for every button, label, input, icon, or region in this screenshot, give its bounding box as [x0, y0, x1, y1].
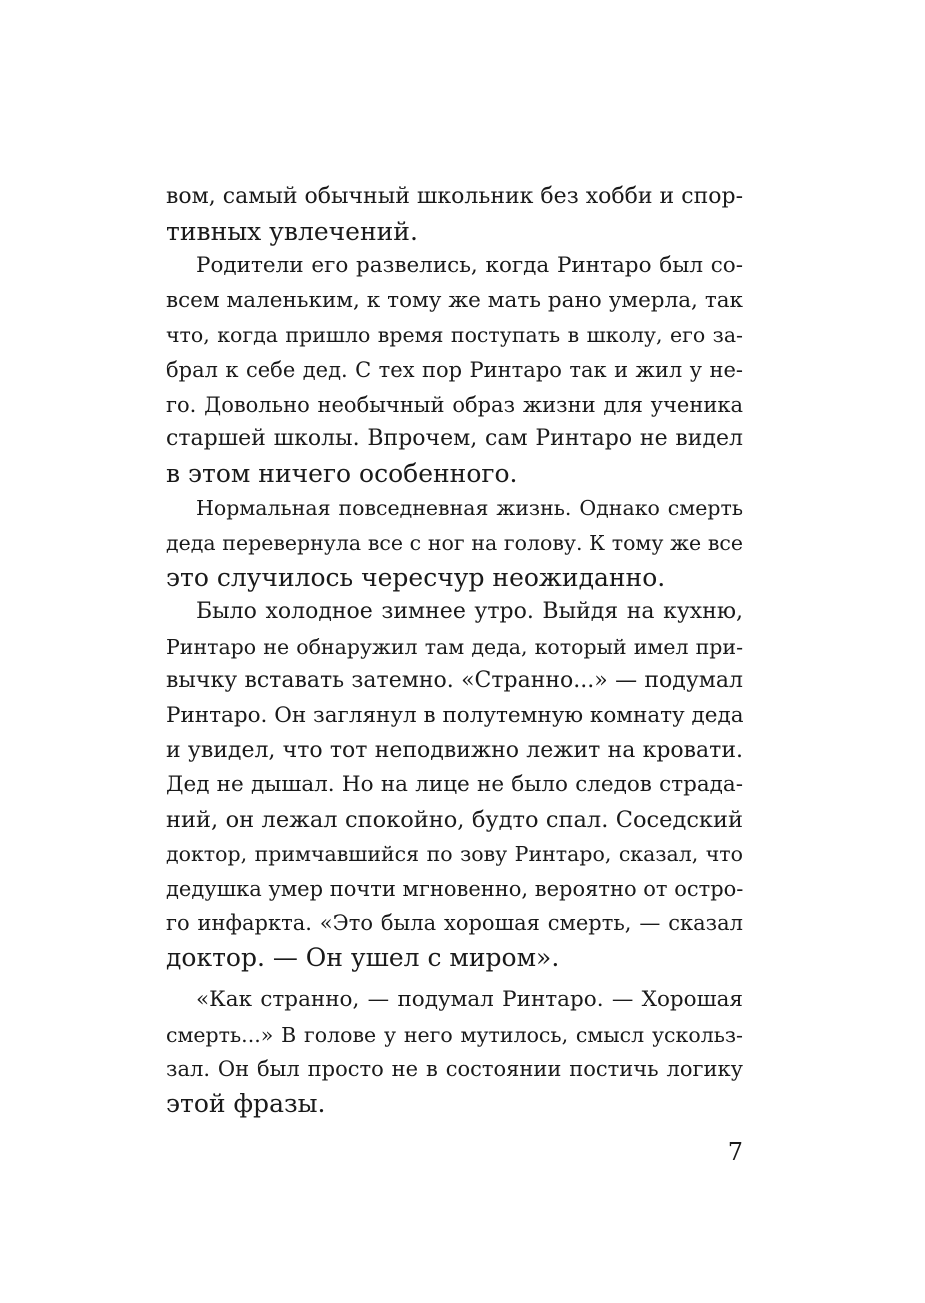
- text-line: Было холодное зимнее утро. Выйдя на кухню,: [196, 599, 743, 625]
- text-line: старшей школы. Впрочем, сам Ринтаро не видел: [166, 426, 743, 452]
- text-line: этой фразы.: [166, 1088, 326, 1118]
- text-line: Дед не дышал. Но на лице не было следов страда-: [166, 772, 743, 798]
- text-line: доктор, примчавшийся по зову Ринтаро, сказал, что: [166, 842, 743, 867]
- main-text-block: [166, 180, 743, 976]
- page-number: 7: [727, 1138, 743, 1166]
- section-text-block: [166, 983, 743, 1121]
- text-line: Нормальная повседневная жизнь. Однако смерть: [196, 496, 743, 521]
- text-line: дедушка умер почти мгновенно, вероятно от остро-: [166, 876, 744, 901]
- text-line: смерть...» В голове у него мутилось, смысл ускольз-: [166, 1022, 743, 1047]
- text-line: доктор. — Он ушел с миром».: [166, 943, 560, 973]
- text-line: вом, самый обычный школьник без хобби и спор-: [166, 184, 743, 209]
- text-line: брал к себе дед. С тех пор Ринтаро так и жил у не-: [166, 357, 743, 382]
- text-line: Ринтаро. Он заглянул в полутемную комнату деда: [166, 702, 744, 728]
- text-line: в этом ничего особенного.: [166, 458, 518, 488]
- text-line: го. Довольно необычный образ жизни для ученика: [166, 392, 743, 417]
- text-line: и увидел, что тот неподвижно лежит на кровати.: [166, 737, 743, 763]
- text-line: это случилось чересчур неожиданно.: [166, 562, 666, 592]
- text-line: зал. Он был просто не в состоянии постичь логику: [166, 1057, 743, 1082]
- text-line: всем маленьким, к тому же мать рано умерла, так: [166, 287, 743, 313]
- text-line: Родители его развелись, когда Ринтаро был со-: [196, 253, 743, 279]
- text-line: что, когда пришло время поступать в школу, его за-: [166, 323, 743, 348]
- text-line: ний, он лежал спокойно, будто спал. Соседский: [166, 806, 743, 833]
- text-line: «Как странно, — подумал Ринтаро. — Хорошая: [196, 987, 743, 1012]
- text-line: деда перевернула все с ног на голову. К тому же все: [166, 530, 743, 555]
- text-line: Ринтаро не обнаружил там деда, который имел при-: [166, 634, 743, 659]
- text-line: го инфаркта. «Это была хорошая смерть, — сказал: [166, 911, 743, 936]
- text-line: тивных увлечений.: [166, 216, 418, 246]
- text-line: вычку вставать затемно. «Странно...» — подумал: [166, 668, 743, 694]
